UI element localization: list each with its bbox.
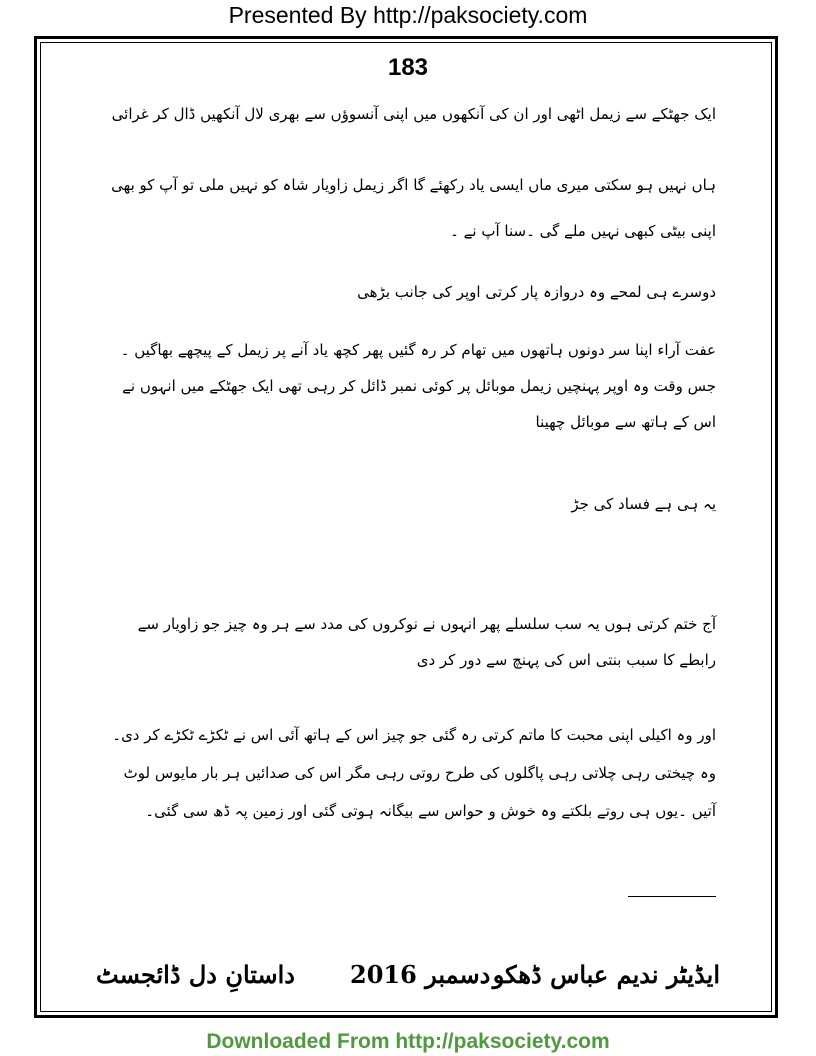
end-divider: [628, 896, 716, 897]
paragraph-4: عفت آراء اپنا سر دونوں ہاتھوں میں تھام کر رہ گئیں پھر کچھ یاد آنے پر زیمل کے پیچھے بھاگیں ۔جس وقت وہ اوپر پہنچیں زیمل موبائل پر کوئی نمبر ڈائل کر رہی تھی ایک جھٹکے میں انہوں نے اس کے ہاتھ سے موبائل چھینا: [120, 341, 716, 431]
footer-editor: ایڈیٹر ندیم عباس ڈھکو: [492, 960, 720, 989]
footer-magazine-title: داستانِ دل ڈائجسٹ: [96, 960, 295, 989]
presented-by-header: Presented By http://paksociety.com: [228, 2, 588, 28]
paragraph-1: ایک جھٹکے سے زیمل اٹھی اور ان کی آنکھوں میں اپنی آنسوؤں سے بھری لال آنکھیں ڈال کر غرائی: [111, 105, 716, 123]
downloaded-from-footer: Downloaded From http://paksociety.com: [206, 1030, 610, 1053]
paragraph-3: دوسرے ہی لمحے وہ دروازہ پار کرتی اوپر کی جانب بڑھی: [357, 283, 716, 301]
footer-issue-date: دسمبر 2016: [350, 960, 491, 989]
paragraph-7: اور وہ اکیلی اپنی محبت کا ماتم کرتی رہ گئی جو چیز اس کے ہاتھ آئی اس نے ٹکڑے ٹکڑے کر دی۔وہ چیختی رہی چلاتی رہی پاگلوں کی طرح روتی رہی مگر اس کی صدائیں ہر بار مایوس لوٹ آتیں ۔یوں ہی روتے بلکتے وہ خوش و حواس سے بیگانہ ہوتی گئی اور زمین پہ ڈھ سی گئی۔: [112, 726, 716, 820]
paragraph-5: یہ ہی ہے فساد کی جڑ: [571, 495, 716, 513]
paragraph-2: ہاں نہیں ہو سکتی میری ماں ایسی یاد رکھئے گا اگر زیمل زاویار شاہ کو نہیں ملی تو آپ کو بھی اپنی بیٹی کبھی نہیں ملے گی ۔سنا آپ نے ۔: [111, 176, 716, 240]
page-number: 183: [387, 54, 429, 81]
paragraph-6: آج ختم کرتی ہوں یہ سب سلسلے پھر انہوں نے نوکروں کی مدد سے ہر وہ چیز جو زاویار سے رابطے کا سبب بنتی اس کی پہنچ سے دور کر دی: [137, 615, 716, 669]
